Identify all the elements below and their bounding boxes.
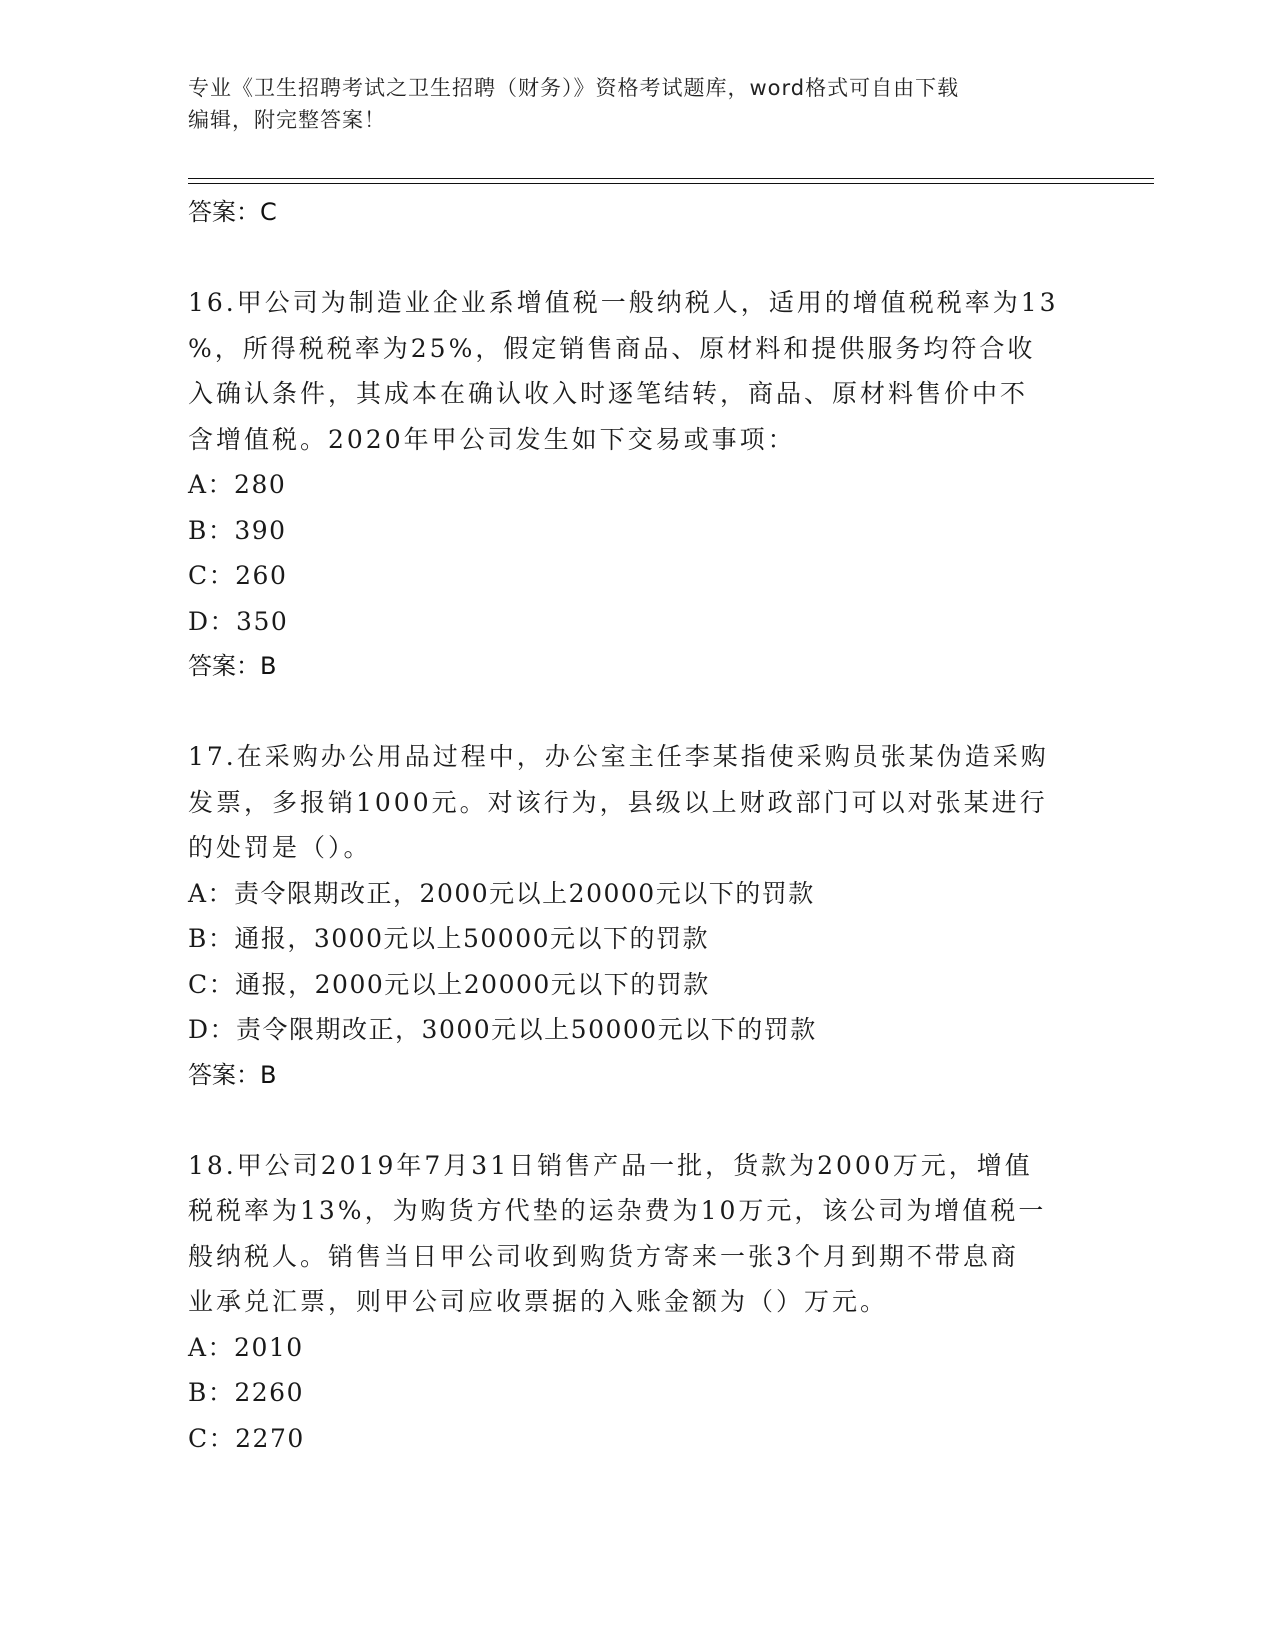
question-text-line: 入确认条件，其成本在确认收入时逐笔结转，商品、原材料售价中不 — [188, 379, 1029, 408]
page-header — [188, 72, 1068, 136]
question-text-line: %，所得税税率为25%，假定销售商品、原材料和提供服务均符合收 — [188, 333, 1036, 363]
question-text-line: 发票，多报销1000元。对该行为，县级以上财政部门可以对张某进行 — [188, 787, 1048, 817]
question-text-line: 般纳税人。销售当日甲公司收到购货方寄来一张3个月到期不带息商 — [188, 1241, 1019, 1271]
spacer — [188, 1097, 1088, 1143]
option-d: D：350 — [188, 606, 289, 636]
question-16 — [188, 280, 1088, 688]
question-text-line: 17.在采购办公用品过程中，办公室主任李某指使采购员张某伪造采购 — [188, 742, 1049, 771]
header-line-1: 专业《卫生招聘考试之卫生招聘（财务）》资格考试题库，word格式可自由下载 — [188, 76, 960, 100]
question-17 — [188, 734, 1088, 1097]
option-d: D：责令限期改正，3000元以上50000元以下的罚款 — [188, 1015, 817, 1044]
option-c: C：260 — [188, 561, 288, 590]
question-text-line: 的处罚是（）。 — [188, 833, 372, 862]
question-text-line: 18.甲公司2019年7月31日销售产品一批，货款为2000万元，增值 — [188, 1150, 1033, 1180]
question-text-line: 含增值税。2020年甲公司发生如下交易或事项： — [188, 424, 796, 454]
question-text-line: 税税率为13%，为购货方代垫的运杂费为10万元，该公司为增值税一 — [188, 1196, 1047, 1225]
question-17-text — [188, 734, 1088, 871]
document-body — [188, 190, 1088, 1461]
option-c: C：通报，2000元以上20000元以下的罚款 — [188, 969, 710, 999]
option-b: B：2260 — [188, 1378, 304, 1407]
option-a: A：2010 — [188, 1332, 304, 1362]
header-divider-top — [188, 178, 1154, 179]
header-line-2: 编辑，附完整答案！ — [188, 108, 386, 132]
previous-answer: 答案：C — [188, 198, 277, 226]
question-16-text — [188, 280, 1088, 462]
option-a: A：责令限期改正，2000元以上20000元以下的罚款 — [188, 878, 815, 908]
spacer — [188, 688, 1088, 734]
spacer — [188, 234, 1088, 280]
header-divider-bottom — [188, 183, 1154, 184]
option-b: B：390 — [188, 515, 287, 545]
question-18 — [188, 1143, 1088, 1462]
option-b: B：通报，3000元以上50000元以下的罚款 — [188, 924, 710, 953]
question-18-text — [188, 1143, 1088, 1325]
question-text-line: 业承兑汇票，则甲公司应收票据的入账金额为（）万元。 — [188, 1287, 889, 1316]
option-a: A：280 — [188, 470, 287, 499]
option-c: C：2270 — [188, 1423, 305, 1453]
question-text-line: 16.甲公司为制造业企业系增值税一般纳税人，适用的增值税税率为13 — [188, 288, 1059, 317]
question-16-answer: 答案：B — [188, 652, 277, 680]
question-17-answer: 答案：B — [188, 1060, 277, 1089]
